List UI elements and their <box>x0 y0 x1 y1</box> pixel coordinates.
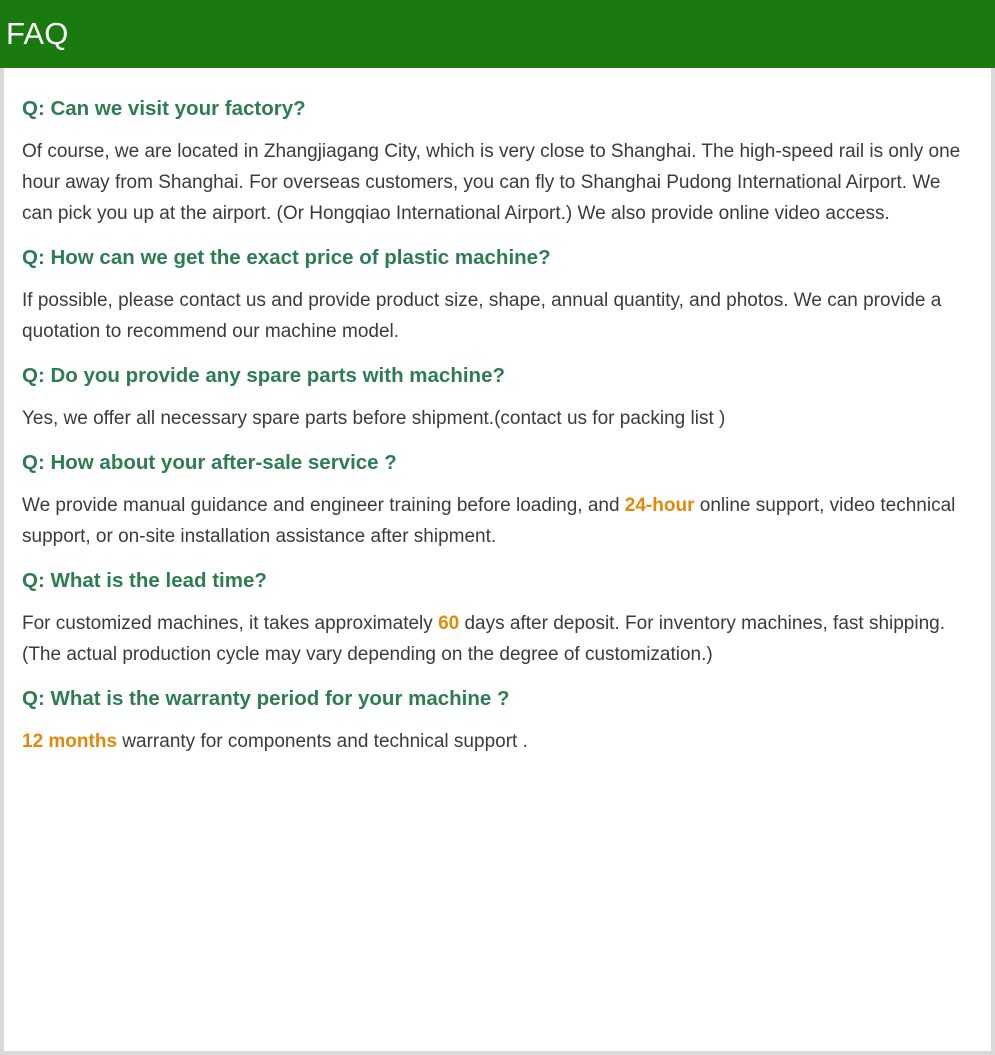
faq-answer-text: If possible, please contact us and provide product size, shape, annual quantity, and photos. We can provide a quotation to recommend our machine model. <box>22 290 942 342</box>
faq-answer <box>22 476 973 554</box>
faq-answer-text: For customized machines, it takes approximately <box>22 613 439 634</box>
faq-answer-text: warranty for components and technical support . <box>117 731 528 752</box>
faq-answer-highlight: 60 <box>438 613 460 634</box>
faq-answer-text: We provide manual guidance and engineer training before loading, and <box>22 495 625 516</box>
faq-item <box>22 554 973 672</box>
faq-item <box>22 88 973 231</box>
faq-item <box>22 231 973 349</box>
faq-answer-text: Yes, we offer all necessary spare parts before shipment.(contact us for packing list ) <box>22 408 726 429</box>
faq-answer <box>22 712 973 759</box>
faq-answer-text: days after deposit. For inventory machines, fast shipping. (The actual production cycle may vary depending on the degree of customization.) <box>22 613 946 665</box>
faq-question: Q: How can we get the exact price of plastic machine? <box>22 246 551 269</box>
faq-item <box>22 436 973 554</box>
faq-question: Q: What is the warranty period for your machine ? <box>22 687 510 710</box>
faq-answer-highlight: 12 months <box>22 731 118 752</box>
faq-answer <box>22 122 973 231</box>
faq-question: Q: Can we visit your factory? <box>22 97 306 120</box>
faq-answer <box>22 594 973 672</box>
faq-question: Q: How about your after-sale service ? <box>22 451 397 474</box>
faq-answer-highlight: 24-hour <box>624 495 695 516</box>
faq-answer-text: online support, video technical support, or on-site installation assistance after shipment. <box>22 495 956 547</box>
faq-item <box>22 672 973 759</box>
faq-content <box>4 68 991 759</box>
faq-answer-text: Of course, we are located in Zhangjiagang City, which is very close to Shanghai. The high-speed rail is only one hour away from Shanghai. For overseas customers, you can fly to Shanghai Pudong International Airport. We can pick you up at the airport. (Or Hongqiao International Airport.) We also provide online video access. <box>22 141 961 224</box>
faq-question: Q: Do you provide any spare parts with machine? <box>22 364 505 387</box>
faq-answer <box>22 271 973 349</box>
faq-header <box>0 0 995 68</box>
faq-answer <box>22 389 973 436</box>
faq-item <box>22 349 973 436</box>
page-title: FAQ <box>6 16 69 51</box>
faq-question: Q: What is the lead time? <box>22 569 267 592</box>
